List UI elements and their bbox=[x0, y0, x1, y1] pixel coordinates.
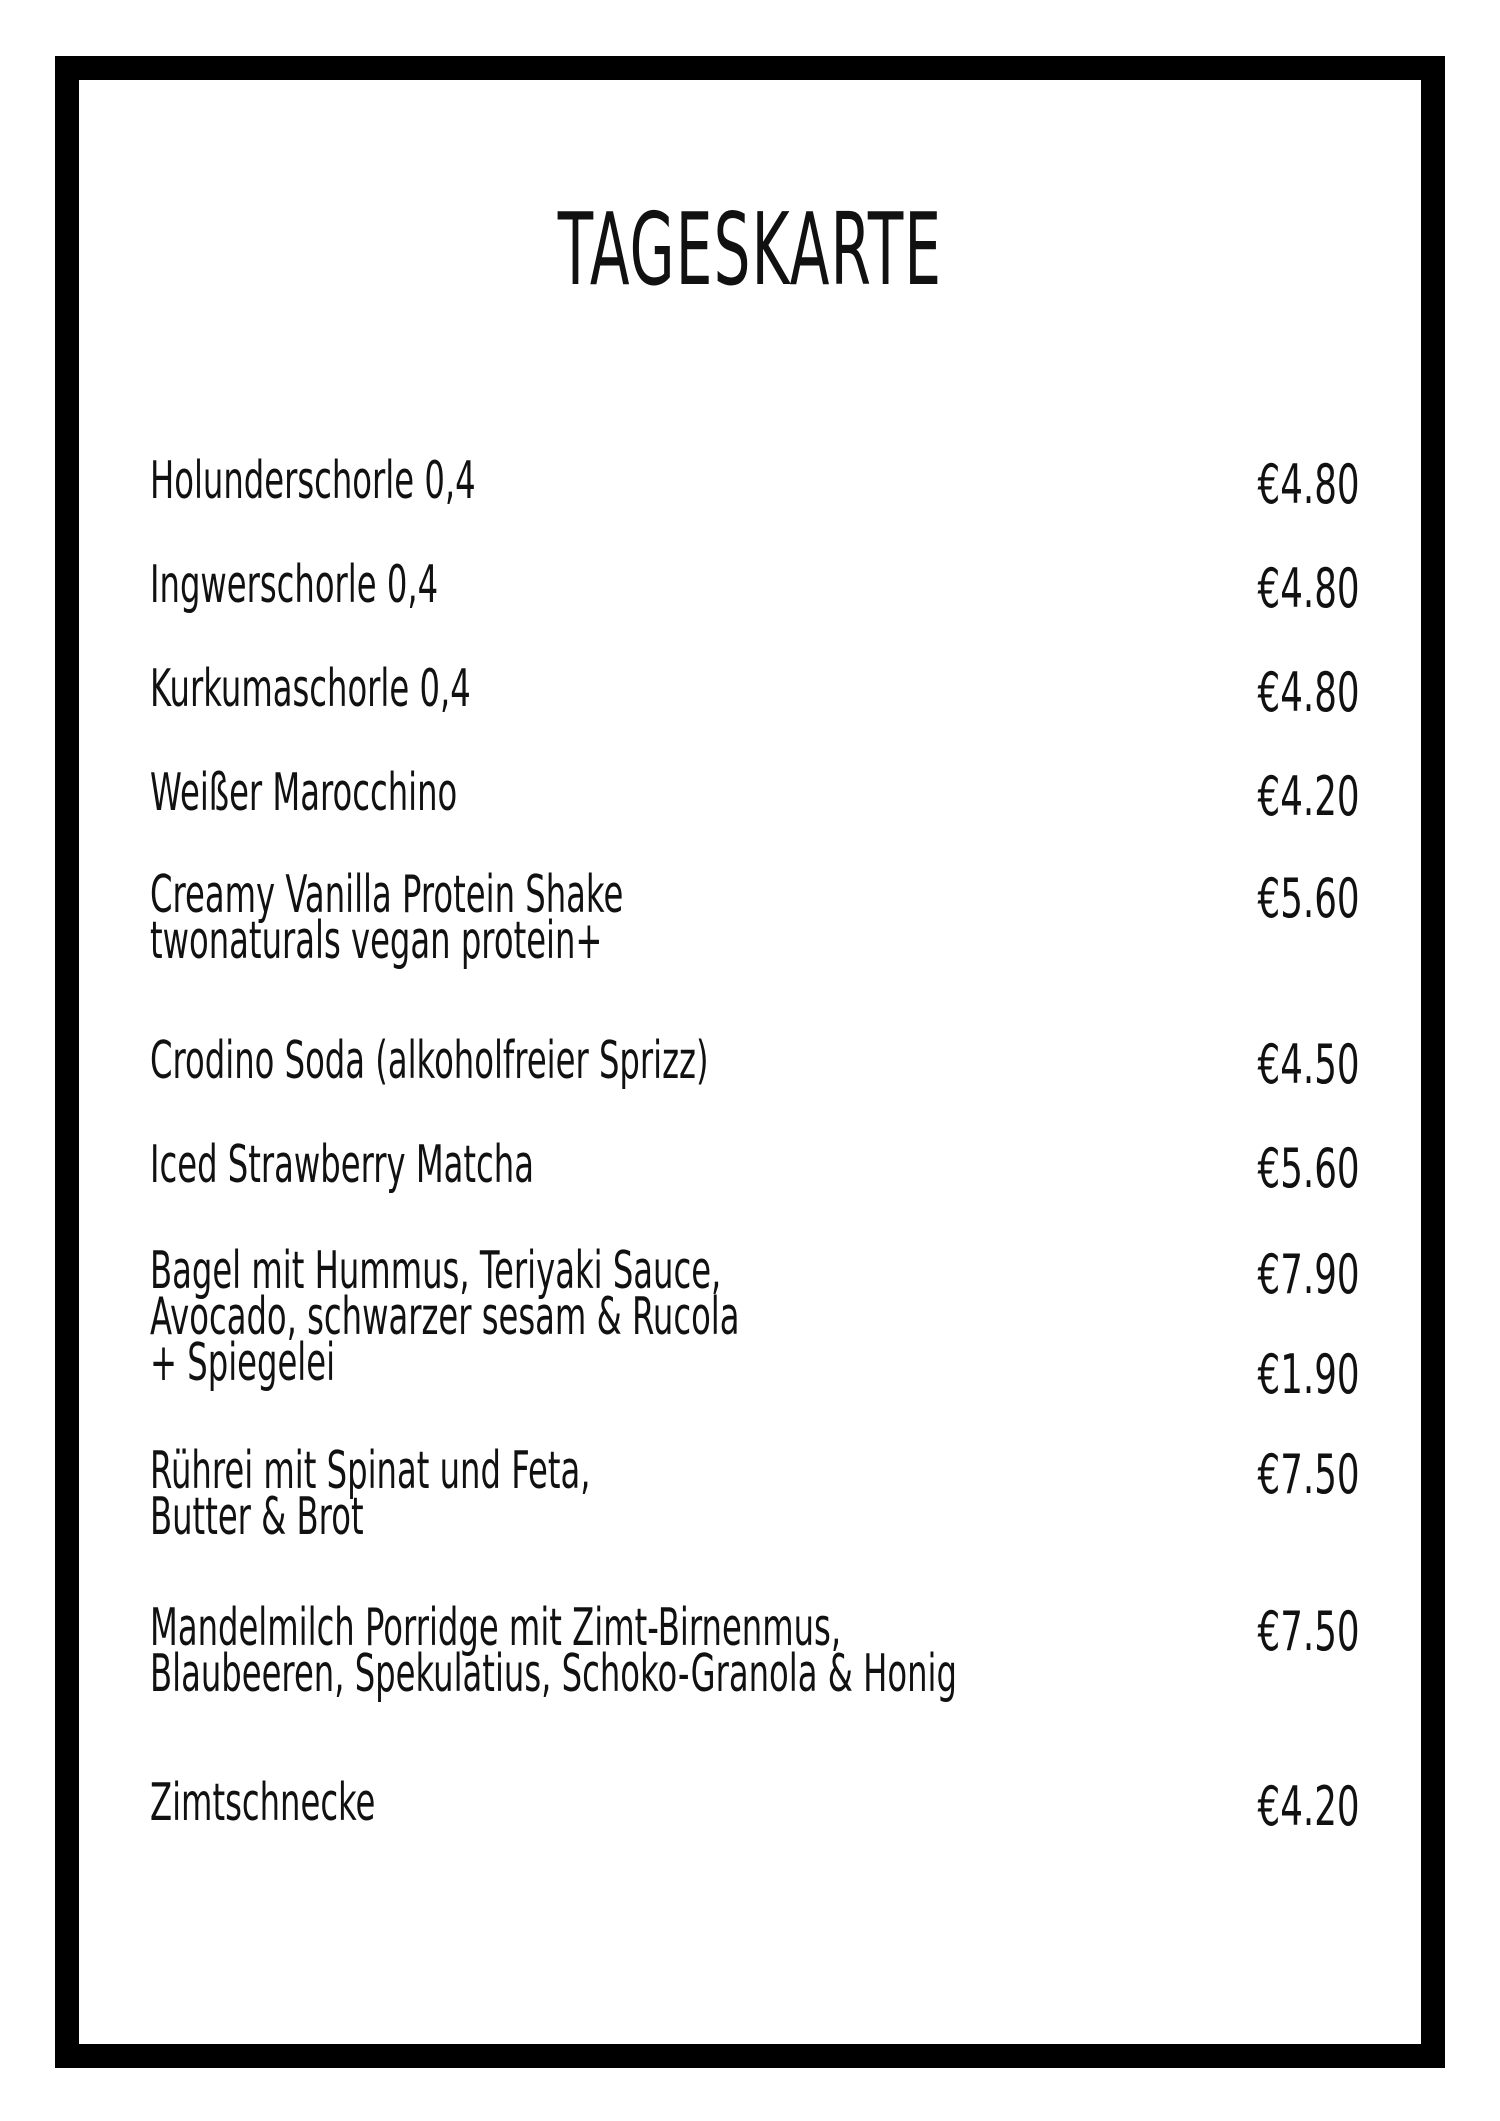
item-price: €4.50 bbox=[1257, 1033, 1360, 1096]
item-price: €4.20 bbox=[1257, 765, 1360, 828]
item-extra-price: €1.90 bbox=[1257, 1343, 1360, 1406]
item-name: Kurkumaschorle 0,4 bbox=[150, 659, 471, 719]
item-price: €4.20 bbox=[1257, 1775, 1360, 1838]
item-name: Holunderschorle 0,4 bbox=[150, 451, 476, 511]
item-price: €5.60 bbox=[1257, 1137, 1360, 1200]
item-price: €7.50 bbox=[1257, 1443, 1360, 1506]
item-name: Zimtschnecke bbox=[150, 1773, 376, 1833]
item-name: Crodino Soda (alkoholfreier Sprizz) bbox=[150, 1031, 709, 1091]
item-name: Mandelmilch Porridge mit Zimt-Birnenmus, Blaubeeren, Spekulatius, Schoko-Granola & Honig bbox=[150, 1598, 957, 1704]
item-name: Rührei mit Spinat und Feta, Butter & Brot bbox=[150, 1441, 591, 1547]
item-name: Weißer Marocchino bbox=[150, 763, 458, 823]
item-price: €4.80 bbox=[1257, 557, 1360, 620]
page-title: TAGESKARTE bbox=[557, 191, 943, 308]
item-name: Iced Strawberry Matcha bbox=[150, 1135, 534, 1195]
item-name: Creamy Vanilla Protein Shake twonaturals vegan protein+ bbox=[150, 865, 624, 971]
item-price: €4.80 bbox=[1257, 453, 1360, 516]
item-price: €4.80 bbox=[1257, 661, 1360, 724]
item-name: Ingwerschorle 0,4 bbox=[150, 555, 439, 615]
item-price: €5.60 bbox=[1257, 867, 1360, 930]
item-price: €7.90 bbox=[1257, 1243, 1360, 1306]
item-name: Bagel mit Hummus, Teriyaki Sauce, Avocado, schwarzer sesam & Rucola + Spiegelei bbox=[150, 1241, 740, 1393]
item-price: €7.50 bbox=[1257, 1600, 1360, 1663]
